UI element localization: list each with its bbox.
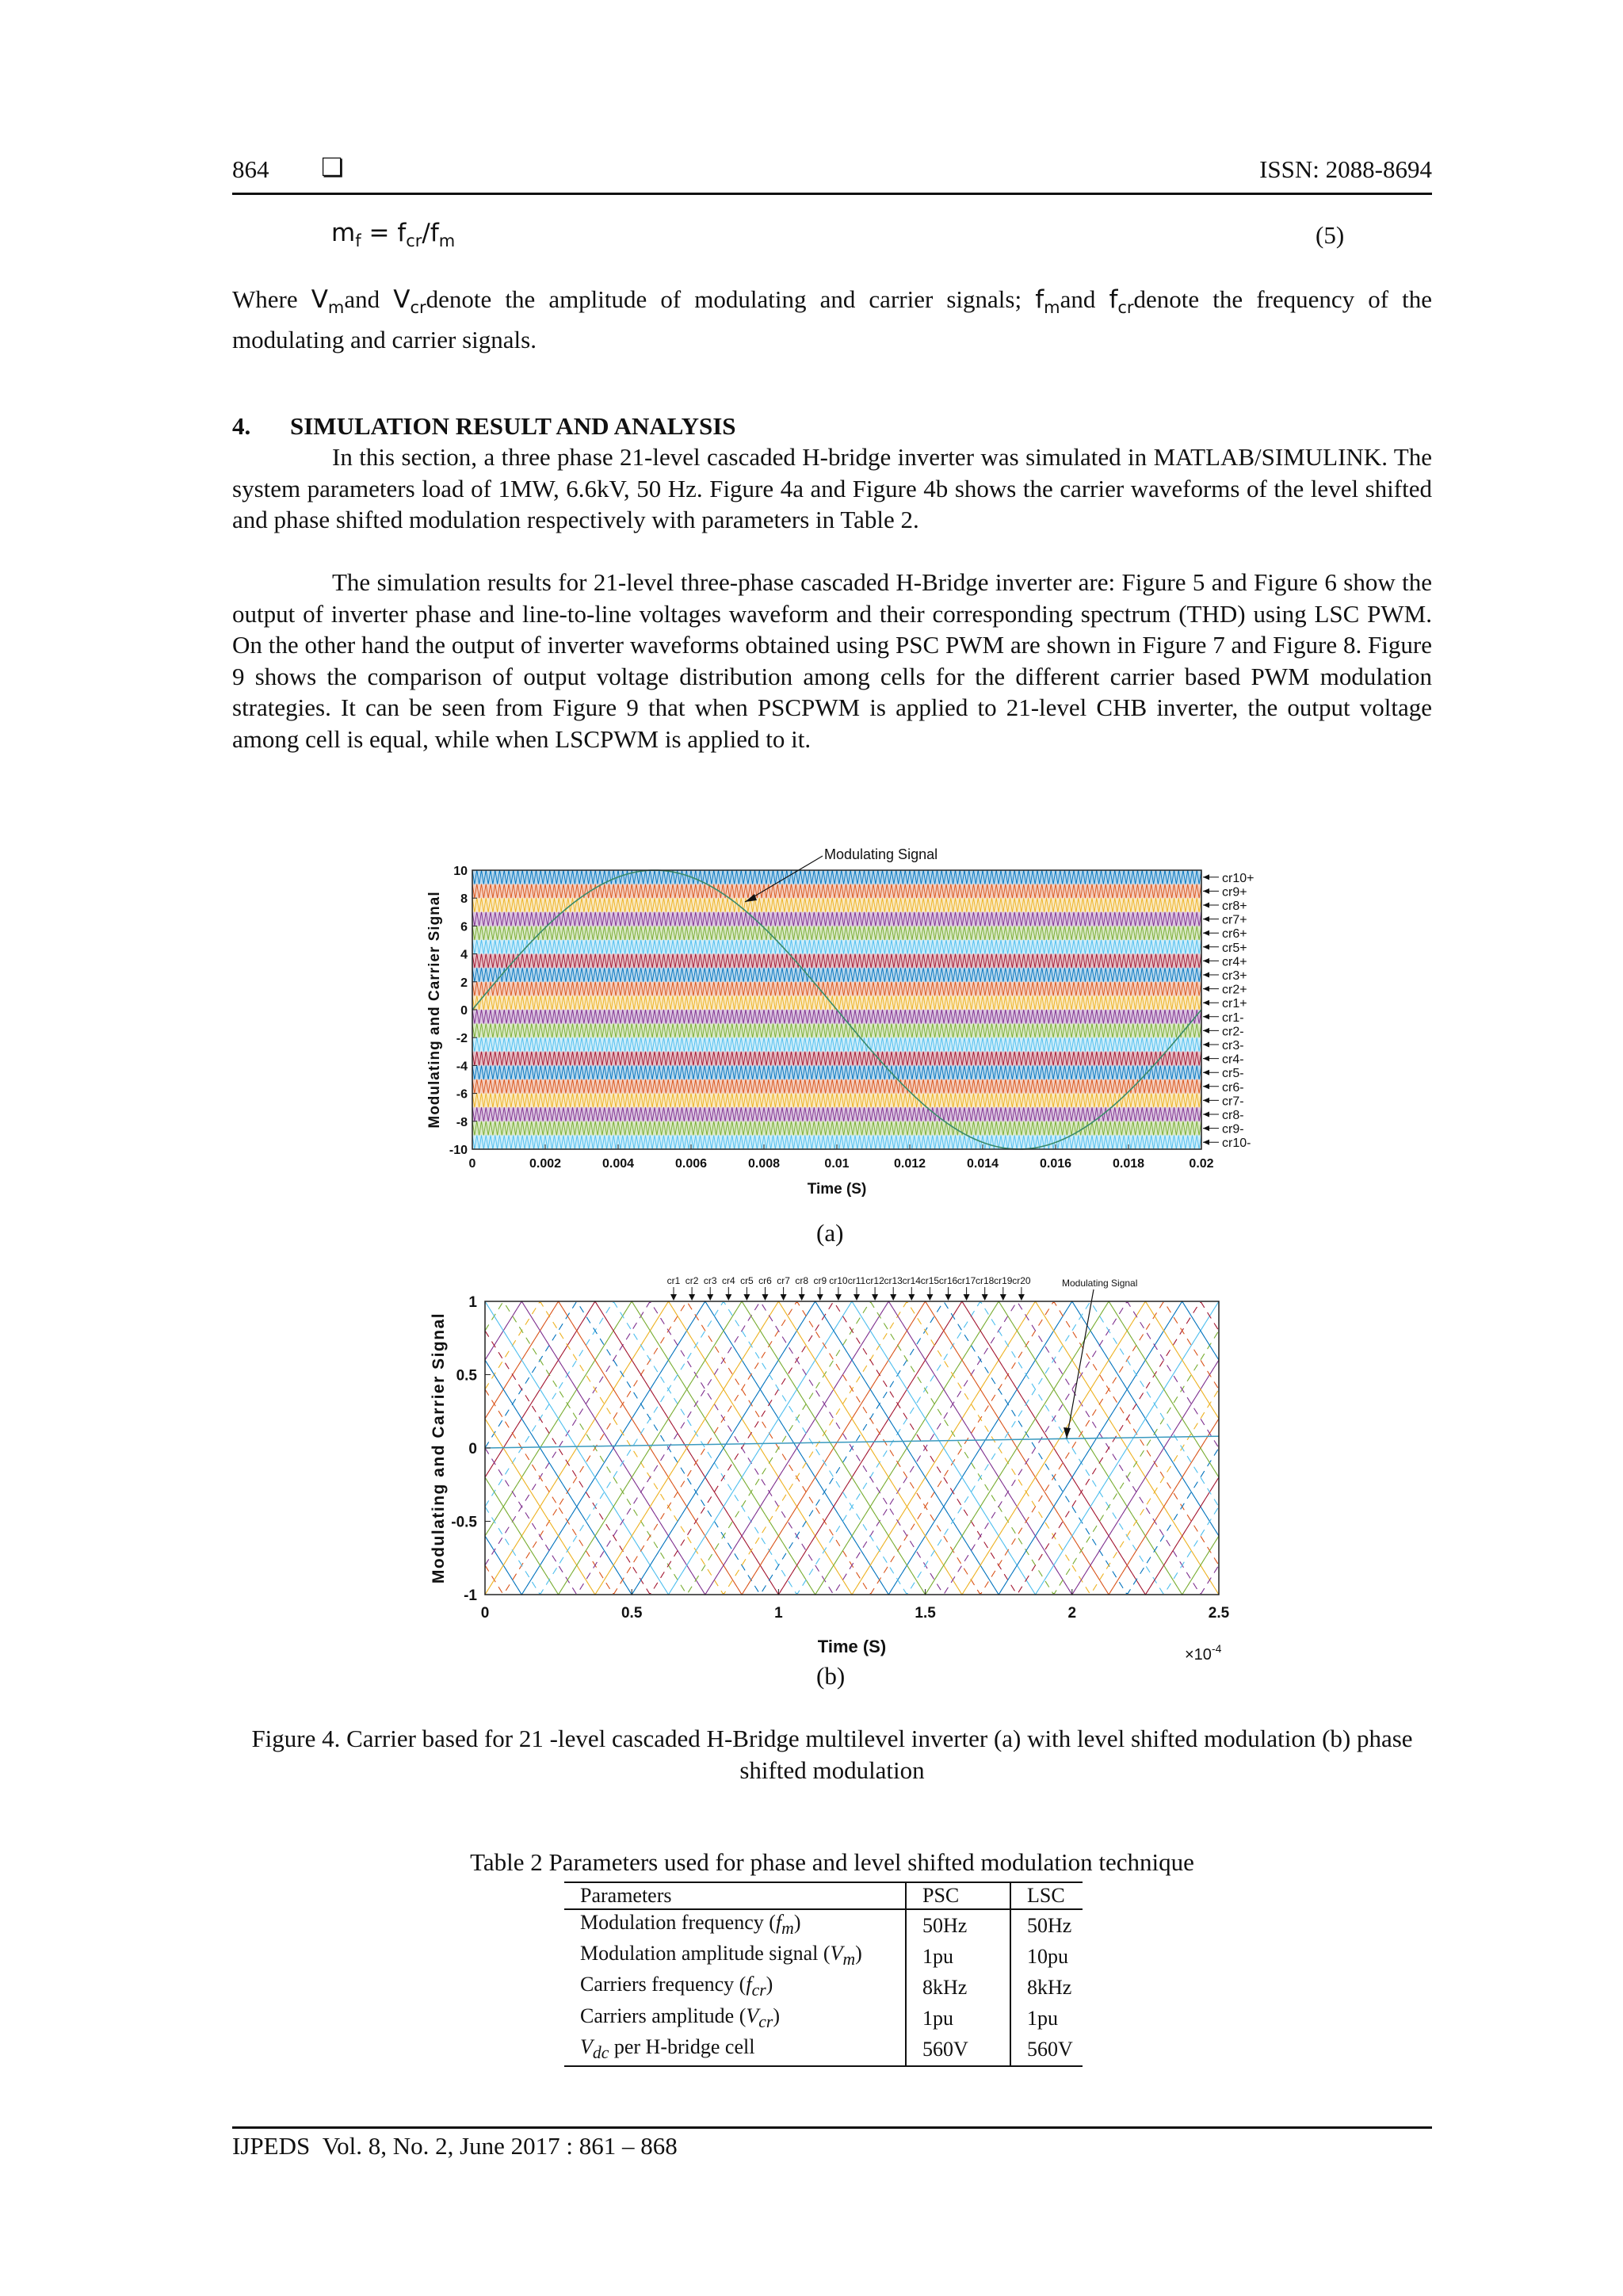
y-tick-label: 0 xyxy=(468,1441,477,1457)
carrier-label: cr7+ xyxy=(1222,913,1247,927)
carrier-label: cr8- xyxy=(1222,1109,1244,1122)
carrier-label: cr9 xyxy=(813,1275,827,1286)
arrow-icon xyxy=(817,1294,823,1301)
arrow-icon xyxy=(1203,930,1209,936)
carrier-label: cr10- xyxy=(1222,1137,1251,1151)
x-tick-label: 0.012 xyxy=(893,1157,926,1171)
lsc-cell: 50Hz xyxy=(1027,1913,1072,1937)
arrow-icon xyxy=(1203,874,1209,880)
arrow-icon xyxy=(1203,1070,1209,1075)
x-tick-label: 2.5 xyxy=(1208,1605,1230,1622)
box-icon: ❏ xyxy=(321,152,344,182)
modulating-signal-pointer xyxy=(1067,1289,1094,1438)
carrier-label: cr5- xyxy=(1222,1067,1244,1081)
carrier-label: cr4+ xyxy=(1222,955,1247,969)
psc-cell: 560V xyxy=(906,2034,1010,2066)
chart-phase-shifted xyxy=(412,1260,1292,1672)
y-tick-label: -6 xyxy=(456,1087,468,1102)
arrow-icon xyxy=(926,1294,933,1301)
y-tick-label: -2 xyxy=(456,1032,468,1046)
x-tick-label: 1 xyxy=(774,1605,783,1622)
issn: ISSN: 2088-8694 xyxy=(1259,155,1432,183)
y-tick-label: 4 xyxy=(460,948,468,962)
y-tick-label: -4 xyxy=(456,1060,468,1074)
lsc-cell: 560V xyxy=(1010,2034,1083,2066)
x-axis-label: Time (S) xyxy=(817,1637,887,1656)
arrow-icon xyxy=(908,1294,915,1301)
x-tick-label: 0.01 xyxy=(824,1157,850,1171)
chart-level-shifted xyxy=(412,840,1292,1213)
table-row xyxy=(564,1941,1083,1972)
carrier-label: cr5 xyxy=(740,1275,754,1286)
arrow-icon xyxy=(670,1294,677,1301)
carrier-label: cr13 xyxy=(884,1275,903,1286)
arrow-icon xyxy=(743,1294,750,1301)
carrier-label: cr14 xyxy=(902,1275,921,1286)
modulating-signal-label: Modulating Signal xyxy=(1062,1278,1138,1289)
carrier-label: cr10+ xyxy=(1222,871,1254,885)
param-cell: $V_{dc}$ per H-bridge cell xyxy=(564,2034,906,2066)
carrier-label: cr3+ xyxy=(1222,969,1247,983)
y-tick-label: -10 xyxy=(449,1144,468,1157)
arrow-icon xyxy=(1203,1042,1209,1048)
table-header-row xyxy=(564,1882,1083,1909)
carrier-label: cr18 xyxy=(976,1275,995,1286)
x-tick-label: 0.008 xyxy=(747,1157,781,1171)
arrow-icon xyxy=(725,1294,731,1301)
y-tick-label: 0.5 xyxy=(456,1367,477,1385)
x-tick-label: 0.016 xyxy=(1039,1157,1072,1171)
arrow-icon xyxy=(1203,903,1209,908)
y-axis-label: Modulating and Carrier Signal xyxy=(426,891,443,1129)
equation-5: $m_f = f_{cr}/f_m$ xyxy=(331,219,456,251)
arrow-icon xyxy=(1203,972,1209,978)
arrow-icon xyxy=(1064,1427,1071,1438)
carrier-label: cr8 xyxy=(795,1275,809,1286)
param-cell: Carriers frequency $(f_{cr})$ xyxy=(580,1973,773,2000)
carrier-label: cr4- xyxy=(1222,1052,1244,1067)
carrier-label: cr3- xyxy=(1222,1039,1244,1052)
modulating-signal-line xyxy=(485,1436,1219,1448)
y-tick-label: 1 xyxy=(468,1294,477,1311)
param-cell: Carriers amplitude $(V_{cr})$ xyxy=(580,2004,780,2031)
carrier-label: cr20 xyxy=(1012,1275,1031,1286)
arrow-icon xyxy=(1203,986,1209,991)
x-tick-label: 0 xyxy=(468,1157,476,1171)
arrow-icon xyxy=(1000,1294,1006,1301)
carrier-label: cr19 xyxy=(994,1275,1013,1286)
param-cell: Modulation amplitude signal $(V_m)$ xyxy=(580,1942,862,1969)
footer-citation: IJPEDS Vol. 8, No. 2, June 2017 : 861 – 868 xyxy=(232,2132,678,2160)
x-tick-label: 0.004 xyxy=(601,1157,635,1171)
arrow-icon xyxy=(1203,1098,1209,1103)
arrow-icon xyxy=(1018,1294,1025,1301)
table-caption: Table 2 Parameters used for phase and level shifted modulation technique xyxy=(470,1848,1194,1876)
carrier-label: cr8+ xyxy=(1222,900,1247,913)
section-number: 4. xyxy=(232,412,251,440)
carrier-label: cr9+ xyxy=(1222,885,1247,900)
header-psc: PSC xyxy=(906,1882,1010,1909)
carrier-label: cr15 xyxy=(920,1275,940,1286)
y-tick-label: 8 xyxy=(460,892,468,907)
subfigure-label-a: (a) xyxy=(816,1219,844,1247)
arrow-icon xyxy=(872,1294,878,1301)
arrow-icon xyxy=(1203,958,1209,964)
x-axis-label: Time (S) xyxy=(807,1181,867,1198)
x-tick-label: 2 xyxy=(1067,1605,1077,1622)
psc-cell: 50Hz xyxy=(906,1909,1010,1941)
carrier-label: cr1 xyxy=(666,1275,681,1286)
lsc-cell: 10pu xyxy=(1027,1944,1068,1968)
header-parameters: Parameters xyxy=(564,1882,906,1909)
y-tick-label: -0.5 xyxy=(451,1514,477,1531)
arrow-icon xyxy=(799,1294,805,1301)
y-axis-label: Modulating and Carrier Signal xyxy=(430,1312,448,1584)
carrier-label: cr1- xyxy=(1222,1010,1244,1025)
y-tick-label: 0 xyxy=(460,1004,468,1018)
carrier-label: cr2+ xyxy=(1222,983,1247,997)
carrier-label: cr7 xyxy=(777,1275,790,1286)
x-tick-label: 0.02 xyxy=(1189,1157,1214,1171)
arrow-icon xyxy=(982,1294,988,1301)
table-row xyxy=(564,2004,1083,2034)
carrier-label: cr3 xyxy=(703,1275,717,1286)
x-tick-label: 0.002 xyxy=(529,1157,562,1171)
carrier-label: cr6+ xyxy=(1222,927,1247,942)
lsc-cell: 1pu xyxy=(1027,2007,1058,2030)
y-tick-label: -8 xyxy=(456,1115,468,1129)
x-axis-multiplier: $\times 10^{-4}$ xyxy=(1185,1642,1222,1664)
arrow-icon xyxy=(890,1294,896,1301)
arrow-icon xyxy=(835,1294,842,1301)
carrier-label: cr2- xyxy=(1222,1025,1244,1039)
arrow-icon xyxy=(689,1294,695,1301)
carrier-label: cr7- xyxy=(1222,1095,1244,1109)
carrier-label: cr2 xyxy=(685,1275,699,1286)
arrow-icon xyxy=(1203,1125,1209,1131)
arrow-icon xyxy=(1203,1014,1209,1019)
arrow-icon xyxy=(1203,1112,1209,1117)
arrow-icon xyxy=(964,1294,970,1301)
arrow-icon xyxy=(1203,1000,1209,1006)
x-tick-label: 1.5 xyxy=(915,1605,936,1622)
carrier-label: cr6 xyxy=(758,1275,772,1286)
paragraph-2: The simulation results for 21-level three-phase cascaded H-Bridge inverter are: Figure 5 and Figure 6 show the output of inverter phase and line-to-line voltages waveform and their corresponding spectrum (THD) using LSC PWM. On the other hand the output of inverter waveforms obtained using PSC PWM are shown in Figure 7 and Figure 8. Figure 9 shows the comparison of output voltage distribution among cells for the different carrier based PWM modulation strategies. It can be seen from Figure 9 that when PSCPWM is applied to 21-level CHB inverter, the output voltage among cell is equal, while when LSCPWM is applied to it. xyxy=(232,568,1432,753)
carrier-label: cr12 xyxy=(865,1275,884,1286)
table-row xyxy=(564,2034,1083,2066)
carrier-label: cr16 xyxy=(938,1275,958,1286)
footer-rule xyxy=(232,2126,1432,2129)
x-tick-label: 0.018 xyxy=(1112,1157,1145,1171)
arrow-icon xyxy=(945,1294,952,1301)
psc-cell: 1pu xyxy=(906,1941,1010,1972)
arrow-icon xyxy=(1203,1056,1209,1061)
arrow-icon xyxy=(1203,916,1209,922)
lsc-cell: 8kHz xyxy=(1027,1975,1072,1999)
psc-cell: 1pu xyxy=(906,2004,1010,2034)
x-tick-label: 0.5 xyxy=(621,1605,643,1622)
carrier-label: cr10 xyxy=(829,1275,848,1286)
paragraph-1: In this section, a three phase 21-level cascaded H-bridge inverter was simulated in MATLAB/SIMULINK. The system parameters load of 1MW, 6.6kV, 50 Hz. Figure 4a and Figure 4b shows the carrier waveforms of the level shifted and phase shifted modulation respectively with parameters in Table 2. xyxy=(232,443,1432,533)
param-cell: Modulation frequency $(f_m)$ xyxy=(580,1911,801,1939)
page-number: 864 xyxy=(232,155,269,183)
carrier-label: cr5+ xyxy=(1222,941,1247,955)
y-tick-label: -1 xyxy=(464,1587,477,1604)
header-rule xyxy=(232,193,1432,195)
arrow-icon xyxy=(1203,1140,1209,1145)
table-row xyxy=(564,1909,1083,1941)
carrier-label: cr4 xyxy=(721,1275,735,1286)
carrier-label: cr1+ xyxy=(1222,997,1247,1011)
arrow-icon xyxy=(781,1294,787,1301)
y-tick-label: 10 xyxy=(453,865,468,878)
arrow-icon xyxy=(1203,1028,1209,1033)
figure-caption: Figure 4. Carrier based for 21 -level cascaded H-Bridge multilevel inverter (a) with level shifted modulation (b) phase shifted modulation xyxy=(251,1725,1413,1784)
carrier-label: cr17 xyxy=(957,1275,976,1286)
carrier-label: cr9- xyxy=(1222,1122,1244,1137)
section-title: SIMULATION RESULT AND ANALYSIS xyxy=(290,412,736,440)
x-tick-label: 0.006 xyxy=(674,1157,708,1171)
carrier-label: cr6- xyxy=(1222,1080,1244,1095)
psc-cell: 8kHz xyxy=(906,1972,1010,2003)
x-tick-label: 0 xyxy=(480,1605,490,1622)
x-tick-label: 0.014 xyxy=(966,1157,999,1171)
y-tick-label: 2 xyxy=(460,976,468,990)
arrow-icon xyxy=(854,1294,860,1301)
modulating-signal-label: Modulating Signal xyxy=(824,846,938,862)
arrow-icon xyxy=(1203,944,1209,949)
arrow-icon xyxy=(1203,888,1209,894)
parameters-table xyxy=(564,1881,1083,2067)
where-paragraph: Where $V_mand$ $V_{cr}denote$ the amplitude of modulating and carrier signals; $f_mand$ $f_{cr}denote$ the frequency of the modulating and carrier signals. xyxy=(232,285,1433,353)
carrier-label: cr11 xyxy=(847,1275,866,1286)
arrow-icon xyxy=(762,1294,769,1301)
y-tick-label: 6 xyxy=(460,920,468,934)
table-row xyxy=(564,1972,1083,2003)
arrow-icon xyxy=(1203,1083,1209,1089)
arrow-icon xyxy=(707,1294,713,1301)
header-lsc: LSC xyxy=(1010,1882,1083,1909)
equation-number: (5) xyxy=(1316,221,1345,249)
subfigure-label-b: (b) xyxy=(816,1662,846,1690)
